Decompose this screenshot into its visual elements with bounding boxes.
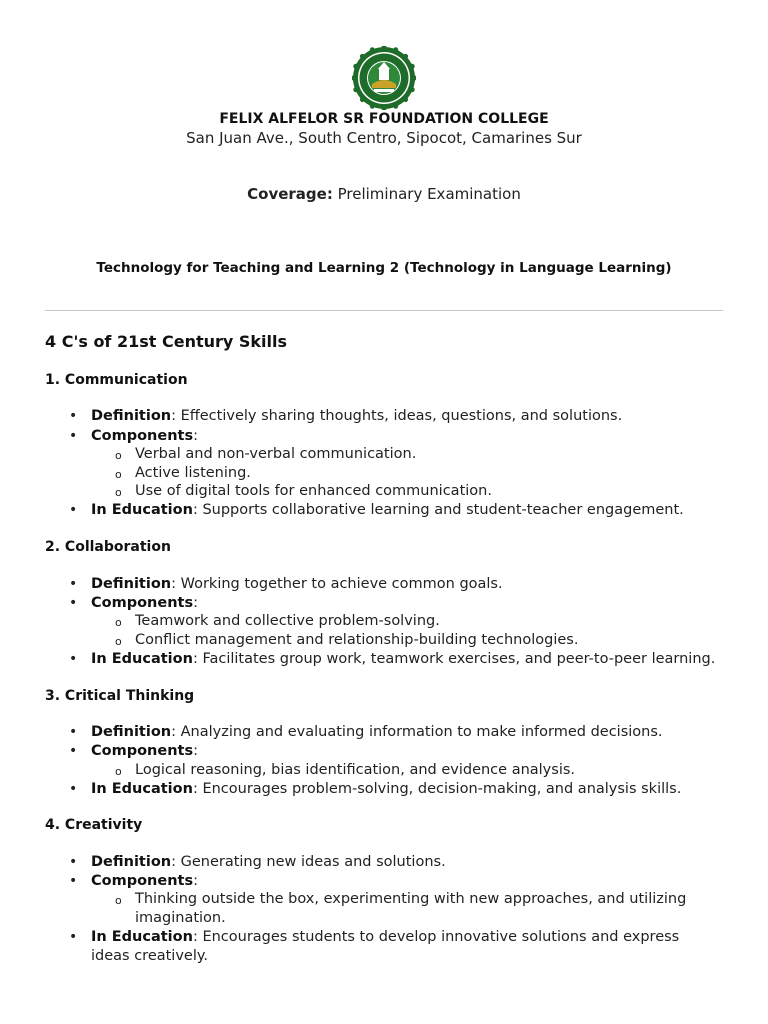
components-label: Components [91,873,194,889]
components-suffix: : [193,743,198,759]
components-item [91,427,731,446]
divider [45,310,723,311]
components-suffix: : [193,428,198,444]
definition-label: Definition [91,854,172,870]
definition-item [91,853,731,872]
document-heading: 4 C's of 21st Century Skills [45,332,288,351]
components-item [91,594,731,613]
definition-label: Definition [91,576,172,592]
definition-item [91,723,731,742]
coverage-label: Coverage: [247,185,333,203]
section-title-creativity: 4. Creativity [45,817,143,833]
college-address: San Juan Ave., South Centro, Sipocot, Camarines Sur [186,129,582,147]
component-item: o Conflict management and relationship-building technologies. [135,631,715,650]
college-seal-icon [352,46,416,110]
component-item: o Logical reasoning, bias identification, and evidence analysis. [135,761,715,780]
education-label: In Education [91,781,193,797]
components-suffix: : [193,873,198,889]
components-label: Components [91,428,194,444]
college-name: FELIX ALFELOR SR FOUNDATION COLLEGE [219,111,549,127]
coverage-value: Preliminary Examination [332,185,521,203]
components-item [91,872,731,891]
education-item [91,780,731,799]
education-label: In Education [91,502,193,518]
definition-item [91,575,731,594]
components-label: Components [91,595,194,611]
education-text: : Supports collaborative learning and student-teacher engagement. [192,502,684,518]
course-title: Technology for Teaching and Learning 2 (Technology in Language Learning) [96,260,672,276]
coverage-line [0,185,768,203]
education-label: In Education [91,651,193,667]
component-item: o Verbal and non-verbal communication. [135,445,715,464]
education-text: : Encourages students to develop innovative solutions and express ideas creatively. [91,929,680,964]
education-text: : Facilitates group work, teamwork exercises, and peer-to-peer learning. [192,651,716,667]
component-item: o Teamwork and collective problem-solving. [135,612,715,631]
definition-text: : Generating new ideas and solutions. [171,854,446,870]
definition-text: : Effectively sharing thoughts, ideas, questions, and solutions. [171,408,623,424]
section-title-collaboration: 2. Collaboration [45,539,171,555]
definition-label: Definition [91,724,172,740]
definition-item [91,407,731,426]
component-item: o Use of digital tools for enhanced communication. [135,482,715,501]
education-item [91,650,731,669]
education-item [91,928,721,966]
definition-text: : Analyzing and evaluating information to make informed decisions. [171,724,663,740]
component-item: o Thinking outside the box, experimenting with new approaches, and utilizing imagination. [135,890,695,928]
components-item [91,742,731,761]
education-label: In Education [91,929,193,945]
component-item: o Active listening. [135,464,715,483]
section-title-communication: 1. Communication [45,372,188,388]
components-label: Components [91,743,194,759]
section-title-critical-thinking: 3. Critical Thinking [45,688,195,704]
definition-label: Definition [91,408,172,424]
components-suffix: : [193,595,198,611]
education-item [91,501,731,520]
education-text: : Encourages problem-solving, decision-making, and analysis skills. [192,781,682,797]
definition-text: : Working together to achieve common goals. [171,576,503,592]
